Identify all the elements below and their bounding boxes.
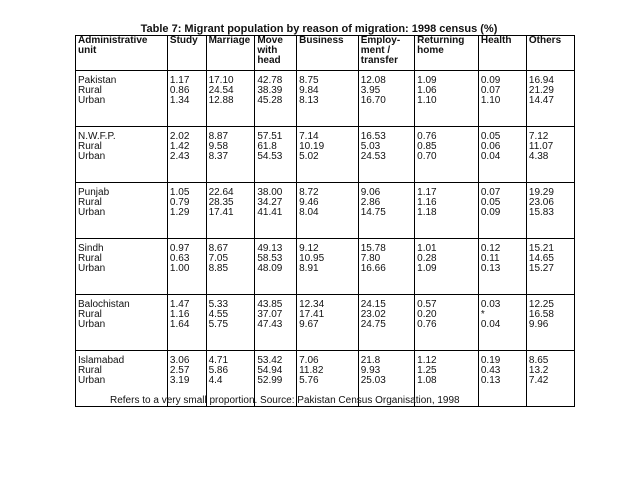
health-value: 0.11 bbox=[480, 253, 500, 264]
returning-value: 0.20 bbox=[417, 309, 437, 320]
study-value: 1.42 bbox=[169, 141, 190, 152]
returning-value: 0.76 bbox=[417, 319, 437, 330]
others-value: 16.94 bbox=[528, 75, 554, 86]
employment-value: 16.53 bbox=[360, 131, 386, 142]
employment-value: 9.93 bbox=[360, 365, 381, 376]
returning-value: 0.28 bbox=[417, 253, 437, 264]
header-cell: Move with head bbox=[255, 36, 297, 71]
study-cell bbox=[167, 239, 206, 295]
move-cell bbox=[255, 295, 297, 351]
table-row bbox=[76, 183, 575, 239]
unit-value: Urban bbox=[78, 263, 106, 274]
health-cell bbox=[478, 239, 526, 295]
move-value: 47.43 bbox=[257, 319, 283, 330]
header-row bbox=[76, 36, 575, 71]
others-value: 13.2 bbox=[528, 365, 549, 376]
employment-cell bbox=[358, 127, 414, 183]
returning-value: 0.57 bbox=[417, 299, 437, 310]
returning-cell bbox=[415, 239, 479, 295]
business-value: 9.84 bbox=[299, 85, 319, 96]
business-value: 12.34 bbox=[299, 299, 325, 310]
employment-value: 2.86 bbox=[360, 197, 381, 208]
business-cell bbox=[297, 127, 359, 183]
study-value: 2.43 bbox=[169, 151, 190, 162]
others-value: 4.38 bbox=[528, 151, 549, 162]
health-value: 0.19 bbox=[480, 355, 501, 366]
others-cell bbox=[526, 71, 574, 127]
header-cell: Administrative unit bbox=[76, 36, 168, 71]
unit-value: N.W.F.P. bbox=[78, 131, 116, 142]
others-value: 19.29 bbox=[528, 187, 554, 198]
study-value: 0.63 bbox=[169, 253, 190, 264]
move-cell bbox=[255, 239, 297, 295]
business-value: 11.82 bbox=[299, 365, 324, 376]
returning-value: 1.17 bbox=[417, 187, 437, 198]
health-value: 0.05 bbox=[480, 197, 501, 208]
move-value: 38.00 bbox=[257, 187, 283, 198]
unit-cell bbox=[76, 239, 168, 295]
returning-value: 0.76 bbox=[417, 131, 437, 142]
health-value: 0.43 bbox=[480, 365, 501, 376]
unit-value: Rural bbox=[78, 365, 102, 376]
study-value: 2.02 bbox=[169, 131, 190, 142]
unit-value: Urban bbox=[78, 319, 106, 330]
move-cell bbox=[255, 127, 297, 183]
unit-value: Punjab bbox=[78, 187, 110, 198]
unit-value: Balochistan bbox=[78, 299, 130, 310]
move-value: 58.53 bbox=[257, 253, 283, 264]
others-value: 11.07 bbox=[528, 141, 554, 152]
employment-value: 24.53 bbox=[360, 151, 386, 162]
marriage-value: 4.71 bbox=[208, 355, 229, 366]
migration-table bbox=[75, 35, 575, 407]
others-value: 12.25 bbox=[528, 299, 554, 310]
move-value: 52.99 bbox=[257, 375, 283, 386]
header-cell: Study bbox=[167, 36, 206, 71]
health-cell bbox=[478, 127, 526, 183]
study-value: 1.05 bbox=[169, 187, 190, 198]
business-value: 7.06 bbox=[299, 355, 319, 366]
study-value: 1.47 bbox=[169, 299, 190, 310]
returning-value: 1.18 bbox=[417, 207, 437, 218]
header-cell: Health bbox=[478, 36, 526, 71]
business-value: 9.67 bbox=[299, 319, 319, 330]
employment-value: 16.70 bbox=[360, 95, 386, 106]
employment-value: 12.08 bbox=[360, 75, 386, 86]
health-value: 0.13 bbox=[480, 263, 501, 274]
move-value: 53.42 bbox=[257, 355, 283, 366]
move-value: 49.13 bbox=[257, 243, 283, 254]
others-value: 7.42 bbox=[528, 375, 549, 386]
business-value: 8.04 bbox=[299, 207, 319, 218]
unit-value: Urban bbox=[78, 95, 106, 106]
others-value: 14.47 bbox=[528, 95, 554, 106]
others-cell bbox=[526, 239, 574, 295]
others-cell bbox=[526, 183, 574, 239]
health-cell bbox=[478, 71, 526, 127]
move-value: 34.27 bbox=[257, 197, 283, 208]
others-value: 8.65 bbox=[528, 355, 549, 366]
study-value: 1.16 bbox=[169, 309, 190, 320]
employment-cell bbox=[358, 239, 414, 295]
marriage-cell bbox=[206, 71, 255, 127]
table-row bbox=[76, 127, 575, 183]
move-value: 45.28 bbox=[257, 95, 283, 106]
unit-value: Rural bbox=[78, 309, 102, 320]
employment-value: 24.15 bbox=[360, 299, 386, 310]
move-value: 43.85 bbox=[257, 299, 283, 310]
unit-value: Urban bbox=[78, 151, 106, 162]
employment-value: 14.75 bbox=[360, 207, 386, 218]
header-cell: Returning home bbox=[415, 36, 479, 71]
employment-cell bbox=[358, 71, 414, 127]
business-value: 8.72 bbox=[299, 187, 319, 198]
marriage-value: 8.85 bbox=[208, 263, 229, 274]
move-value: 37.07 bbox=[257, 309, 283, 320]
study-cell bbox=[167, 71, 206, 127]
header-cell: Business bbox=[297, 36, 359, 71]
health-value: 0.03 bbox=[480, 299, 501, 310]
health-value: 0.07 bbox=[480, 85, 501, 96]
others-value: 14.65 bbox=[528, 253, 554, 264]
returning-value: 0.85 bbox=[417, 141, 437, 152]
business-value: 5.02 bbox=[299, 151, 319, 162]
health-value: 0.04 bbox=[480, 151, 501, 162]
marriage-value: 8.67 bbox=[208, 243, 229, 254]
returning-value: 1.12 bbox=[417, 355, 437, 366]
business-cell bbox=[297, 239, 359, 295]
footnote: Refers to a very small proportion. Source: Pakistan Census Organisation, 1998 bbox=[110, 395, 460, 406]
business-value: 17.41 bbox=[299, 309, 325, 320]
table-body bbox=[76, 71, 575, 407]
move-value: 54.53 bbox=[257, 151, 283, 162]
others-value: 15.21 bbox=[528, 243, 554, 254]
unit-cell bbox=[76, 183, 168, 239]
table-title: Table 7: Migrant population by reason of migration: 1998 census (%) bbox=[140, 23, 498, 35]
returning-cell bbox=[415, 183, 479, 239]
unit-value: Urban bbox=[78, 375, 106, 386]
unit-value: Rural bbox=[78, 85, 102, 96]
health-value: 0.06 bbox=[480, 141, 501, 152]
others-value: 7.12 bbox=[528, 131, 549, 142]
marriage-value: 17.41 bbox=[208, 207, 234, 218]
returning-value: 1.10 bbox=[417, 95, 437, 106]
business-value: 10.95 bbox=[299, 253, 325, 264]
marriage-value: 8.87 bbox=[208, 131, 229, 142]
marriage-value: 7.05 bbox=[208, 253, 229, 264]
business-cell bbox=[297, 183, 359, 239]
unit-value: Rural bbox=[78, 253, 102, 264]
returning-value: 1.06 bbox=[417, 85, 437, 96]
others-value: 21.29 bbox=[528, 85, 554, 96]
health-value: 0.04 bbox=[480, 319, 501, 330]
study-value: 1.17 bbox=[169, 75, 190, 86]
employment-value: 9.06 bbox=[360, 187, 381, 198]
unit-cell bbox=[76, 127, 168, 183]
returning-value: 0.70 bbox=[417, 151, 437, 162]
health-cell bbox=[478, 183, 526, 239]
business-cell bbox=[297, 71, 359, 127]
health-value: 1.10 bbox=[480, 95, 501, 106]
health-cell bbox=[478, 351, 526, 407]
marriage-value: 4.55 bbox=[208, 309, 229, 320]
health-value: * bbox=[480, 309, 485, 320]
study-cell bbox=[167, 183, 206, 239]
health-value: 0.07 bbox=[480, 187, 501, 198]
returning-value: 1.09 bbox=[417, 75, 437, 86]
business-value: 5.76 bbox=[299, 375, 319, 386]
employment-value: 15.78 bbox=[360, 243, 386, 254]
marriage-value: 24.54 bbox=[208, 85, 234, 96]
study-value: 0.86 bbox=[169, 85, 190, 96]
marriage-cell bbox=[206, 239, 255, 295]
table-row bbox=[76, 239, 575, 295]
health-value: 0.09 bbox=[480, 75, 501, 86]
marriage-value: 8.37 bbox=[208, 151, 229, 162]
unit-value: Urban bbox=[78, 207, 106, 218]
others-value: 15.27 bbox=[528, 263, 554, 274]
business-value: 7.14 bbox=[299, 131, 319, 142]
business-value: 8.91 bbox=[299, 263, 319, 274]
marriage-value: 5.75 bbox=[208, 319, 229, 330]
study-value: 2.57 bbox=[169, 365, 190, 376]
marriage-value: 5.86 bbox=[208, 365, 229, 376]
header-cell: Marriage bbox=[206, 36, 255, 71]
business-value: 10.19 bbox=[299, 141, 325, 152]
business-value: 9.12 bbox=[299, 243, 319, 254]
employment-value: 25.03 bbox=[360, 375, 386, 386]
marriage-value: 4.4 bbox=[208, 375, 223, 386]
unit-value: Rural bbox=[78, 141, 102, 152]
move-value: 54.94 bbox=[257, 365, 283, 376]
study-cell bbox=[167, 127, 206, 183]
health-value: 0.05 bbox=[480, 131, 501, 142]
study-value: 1.64 bbox=[169, 319, 190, 330]
move-value: 42.78 bbox=[257, 75, 283, 86]
unit-value: Rural bbox=[78, 197, 102, 208]
move-value: 48.09 bbox=[257, 263, 283, 274]
marriage-cell bbox=[206, 295, 255, 351]
marriage-value: 12.88 bbox=[208, 95, 234, 106]
returning-value: 1.16 bbox=[417, 197, 437, 208]
business-value: 8.75 bbox=[299, 75, 319, 86]
move-value: 61.8 bbox=[257, 141, 277, 152]
study-value: 1.00 bbox=[169, 263, 190, 274]
health-value: 0.09 bbox=[480, 207, 501, 218]
unit-value: Pakistan bbox=[78, 75, 117, 86]
employment-value: 21.8 bbox=[360, 355, 381, 366]
move-cell bbox=[255, 183, 297, 239]
study-value: 0.79 bbox=[169, 197, 190, 208]
marriage-value: 22.64 bbox=[208, 187, 234, 198]
unit-value: Islamabad bbox=[78, 355, 125, 366]
returning-cell bbox=[415, 127, 479, 183]
returning-value: 1.09 bbox=[417, 263, 437, 274]
move-cell bbox=[255, 71, 297, 127]
study-value: 1.29 bbox=[169, 207, 190, 218]
study-cell bbox=[167, 295, 206, 351]
employment-value: 3.95 bbox=[360, 85, 381, 96]
business-value: 9.46 bbox=[299, 197, 319, 208]
move-value: 38.39 bbox=[257, 85, 283, 96]
returning-cell bbox=[415, 71, 479, 127]
marriage-value: 17.10 bbox=[208, 75, 234, 86]
employment-cell bbox=[358, 295, 414, 351]
move-value: 41.41 bbox=[257, 207, 283, 218]
returning-value: 1.01 bbox=[417, 243, 437, 254]
employment-value: 5.03 bbox=[360, 141, 381, 152]
business-cell bbox=[297, 295, 359, 351]
marriage-value: 9.58 bbox=[208, 141, 229, 152]
marriage-value: 5.33 bbox=[208, 299, 229, 310]
marriage-cell bbox=[206, 127, 255, 183]
returning-value: 1.08 bbox=[417, 375, 437, 386]
move-value: 57.51 bbox=[257, 131, 283, 142]
returning-cell bbox=[415, 295, 479, 351]
marriage-value: 28.35 bbox=[208, 197, 234, 208]
header-cell: Others bbox=[526, 36, 574, 71]
employment-value: 23.02 bbox=[360, 309, 386, 320]
study-value: 0.97 bbox=[169, 243, 190, 254]
marriage-cell bbox=[206, 183, 255, 239]
employment-value: 7.80 bbox=[360, 253, 381, 264]
employment-value: 16.66 bbox=[360, 263, 386, 274]
others-value: 23.06 bbox=[528, 197, 554, 208]
unit-cell bbox=[76, 71, 168, 127]
unit-cell bbox=[76, 295, 168, 351]
returning-value: 1.25 bbox=[417, 365, 437, 376]
others-value: 15.83 bbox=[528, 207, 554, 218]
health-value: 0.12 bbox=[480, 243, 501, 254]
study-value: 3.06 bbox=[169, 355, 190, 366]
employment-cell bbox=[358, 183, 414, 239]
others-value: 16.58 bbox=[528, 309, 554, 320]
health-cell bbox=[478, 295, 526, 351]
others-cell bbox=[526, 295, 574, 351]
unit-value: Sindh bbox=[78, 243, 104, 254]
health-value: 0.13 bbox=[480, 375, 501, 386]
study-value: 3.19 bbox=[169, 375, 190, 386]
others-cell bbox=[526, 127, 574, 183]
others-cell bbox=[526, 351, 574, 407]
table-row bbox=[76, 71, 575, 127]
employment-value: 24.75 bbox=[360, 319, 386, 330]
others-value: 9.96 bbox=[528, 319, 549, 330]
business-value: 8.13 bbox=[299, 95, 319, 106]
header-cell: Employ- ment / transfer bbox=[358, 36, 414, 71]
table-row bbox=[76, 295, 575, 351]
study-value: 1.34 bbox=[169, 95, 190, 106]
